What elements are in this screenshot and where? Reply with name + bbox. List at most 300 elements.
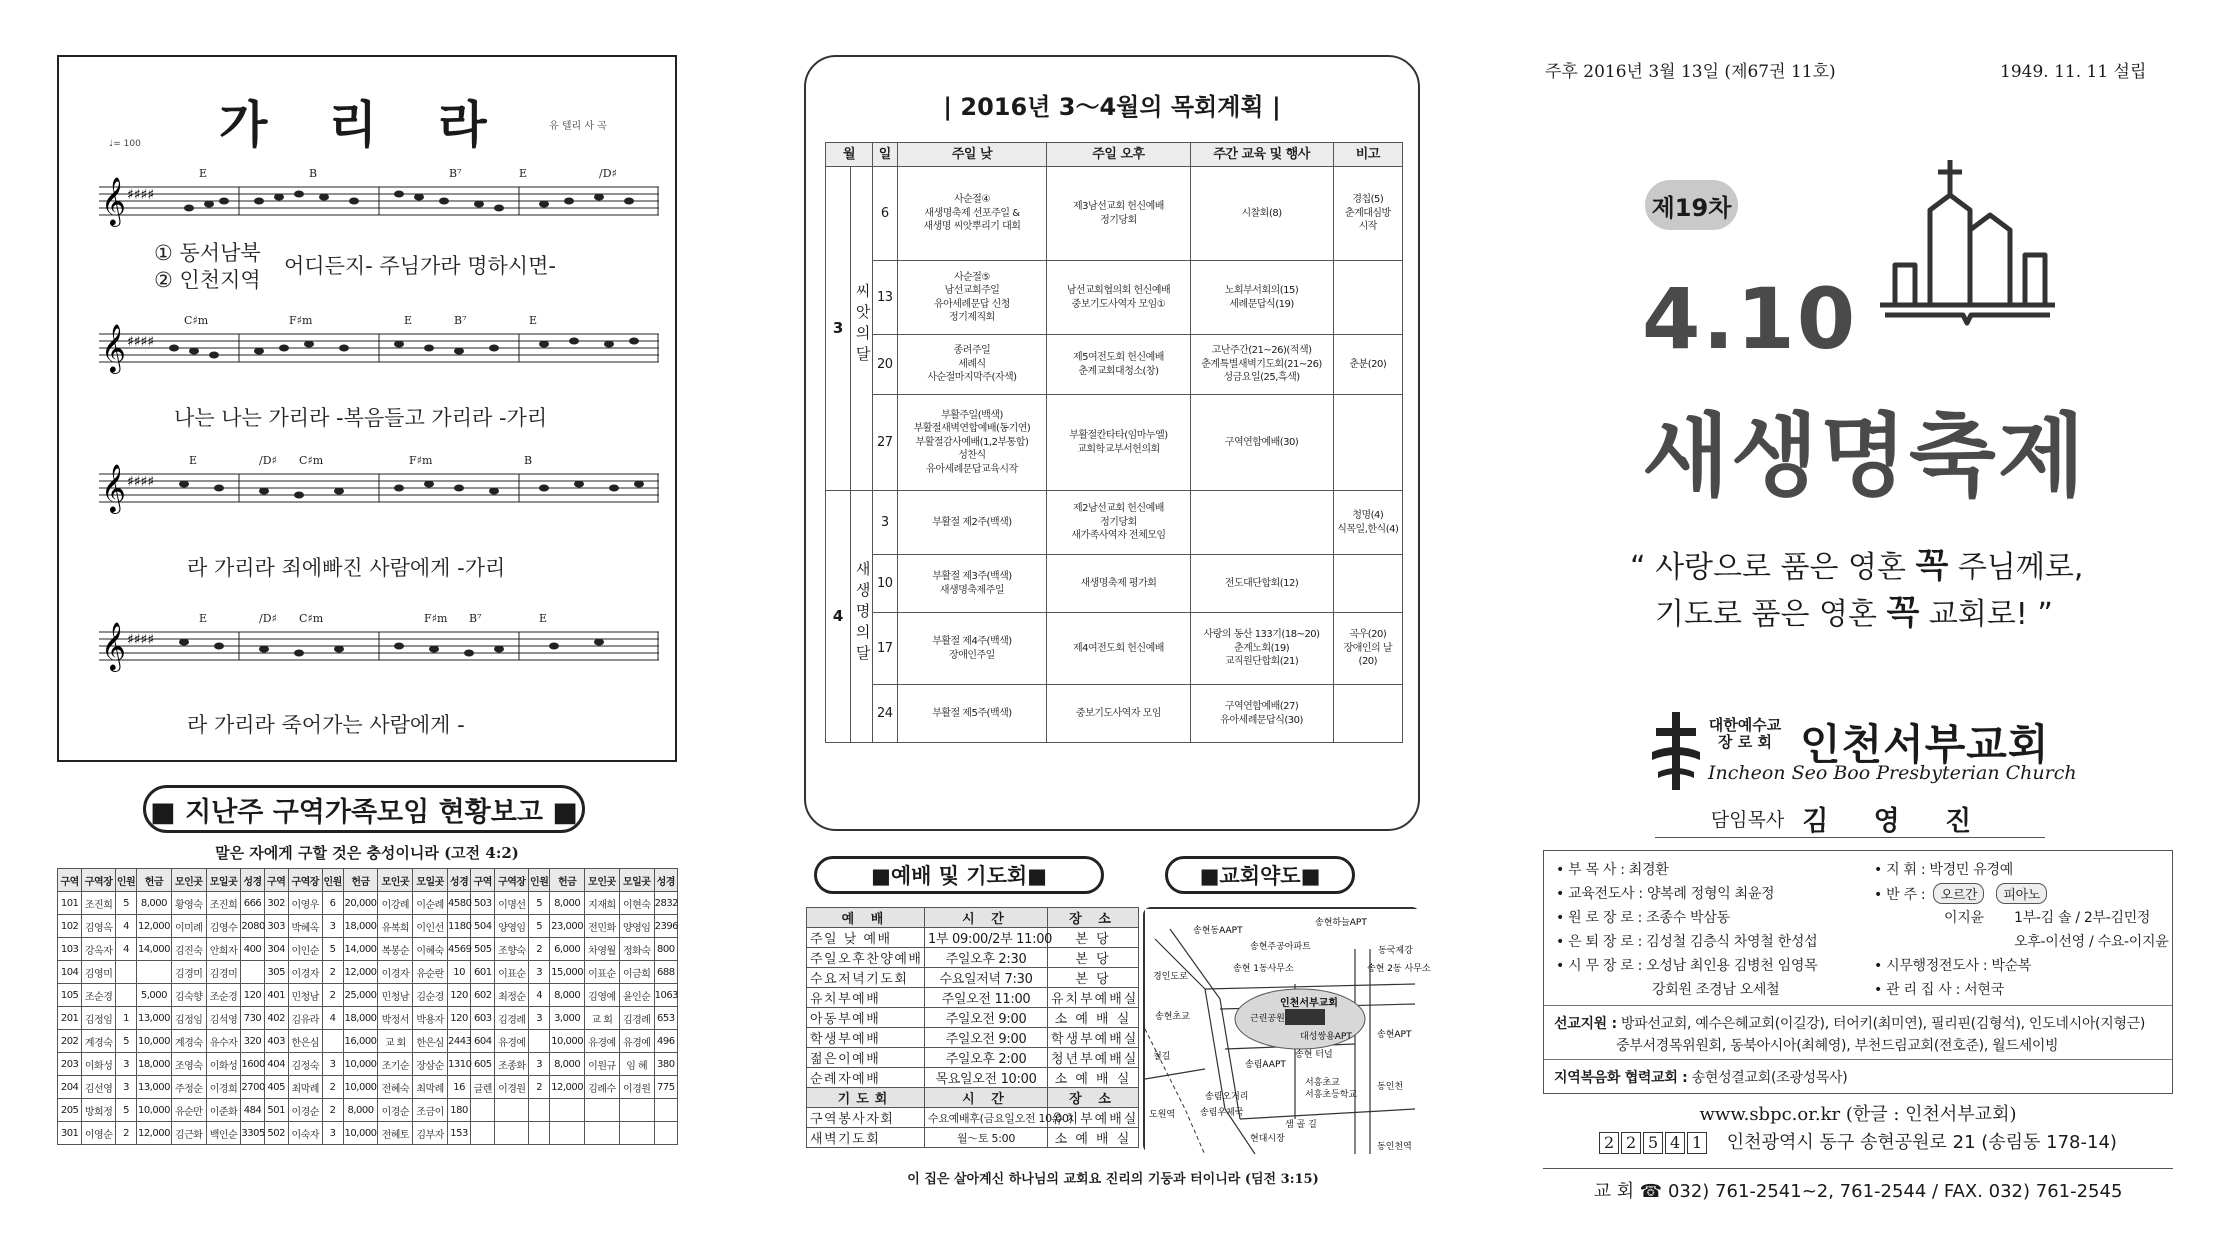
report-cell: 김영예 [585, 984, 620, 1007]
chord: F♯m [409, 454, 433, 467]
report-cell: 8,000 [550, 892, 585, 915]
service-time: 수요예배후(금요일오전 10:00) [925, 1108, 1048, 1128]
service-name: 순례자예배 [807, 1068, 925, 1088]
report-cell: 301 [58, 1122, 82, 1145]
report-cell: 3 [322, 1122, 343, 1145]
report-cell: 101 [58, 892, 82, 915]
report-cell: 이현숙 [619, 892, 654, 915]
report-cell: 2 [529, 1076, 550, 1099]
report-cell [550, 1099, 585, 1122]
report-cell: 김근화 [171, 1122, 206, 1145]
staff-caretaker: • 관 리 집 사 : 서현국 [1874, 982, 2004, 998]
report-cell: 5 [529, 892, 550, 915]
senior-pastor [1655, 800, 2045, 838]
song-composer: 유 텔리 사 곡 [549, 121, 607, 132]
table-row [807, 1068, 1139, 1088]
service-place: 본 당 [1048, 948, 1139, 968]
chord: F♯m [424, 612, 448, 625]
report-cell: 503 [471, 892, 495, 915]
map-label: 경인도로 [1153, 972, 1188, 982]
report-cell: 120 [241, 984, 264, 1007]
report-cell: 이화성 [82, 1053, 116, 1076]
report-cell [495, 1099, 529, 1122]
report-header-cell: 구역장 [82, 869, 116, 892]
map-drawing [1145, 909, 1431, 1155]
staff-accompanist [1874, 883, 2051, 904]
report-cell: 205 [58, 1099, 82, 1122]
service-place: 유치부예배실 [1048, 988, 1139, 1008]
table-row [826, 261, 1403, 335]
report-cell [471, 1099, 495, 1122]
coop-church: 송현성결교회(조광성목사) [1691, 1070, 1848, 1086]
report-cell: 1063 [654, 984, 677, 1007]
report-cell: 유순만 [171, 1099, 206, 1122]
plan-noon-cell: 부활주일(백색) 부활절새벽연합예배(동기연) 부활절감사예배(1,2부통합) 성찬식 유아세례문답교육시작 [897, 395, 1047, 491]
report-cell: 303 [264, 915, 288, 938]
report-cell: 조향숙 [495, 938, 529, 961]
table-row [807, 1048, 1139, 1068]
table-row [58, 961, 678, 984]
staff-organist: 이지윤 [1944, 910, 1984, 926]
report-cell: 404 [264, 1053, 288, 1076]
plan-afternoon-cell: 남선교회협의회 헌신예배 중보기도사역자 모임① [1047, 261, 1190, 335]
map-label: 인천서부교회 [1280, 998, 1338, 1009]
report-cell: 한은심 [288, 1030, 322, 1053]
zip-digit: 5 [1643, 1132, 1663, 1154]
report-cell: 유경예 [585, 1030, 620, 1053]
table-row [826, 685, 1403, 743]
report-cell: 이표순 [495, 961, 529, 984]
report-cell: 최막례 [413, 1076, 448, 1099]
map-label: 근린공원 [1250, 1014, 1285, 1024]
report-cell: 김경례 [619, 1007, 654, 1030]
cell-group-report-table [57, 868, 678, 1145]
map-label: 송현 1동사무소 [1233, 964, 1294, 974]
map-label: 송현 2동 사무소 [1367, 964, 1431, 974]
staff-associate-pastor: • 부 목 사 : 최경환 [1556, 862, 1669, 878]
report-cell: 이원규 [585, 1053, 620, 1076]
report-cell: 25,000 [343, 984, 378, 1007]
report-cell: 이인순 [288, 938, 322, 961]
table-row [58, 1122, 678, 1145]
publication-date: 주후 2016년 3월 13일 (제67권 11호) [1545, 62, 1836, 82]
slogan-text: “ 사랑으로 품은 영혼 [1630, 550, 1916, 585]
report-cell: 유경예 [495, 1030, 529, 1053]
coop-label: 지역복음화 협력교회 : [1554, 1070, 1688, 1086]
report-cell: 3,000 [550, 1007, 585, 1030]
map-label: 송현 터널 [1295, 1050, 1333, 1060]
report-cell [137, 961, 172, 984]
report-cell: 3 [322, 915, 343, 938]
report-cell: 4 [115, 915, 136, 938]
report-cell: 102 [58, 915, 82, 938]
report-cell: 이경순 [378, 1099, 413, 1122]
report-cell: 8,000 [343, 1099, 378, 1122]
plan-month: 3 [826, 167, 851, 491]
worship-header-cell: 장 소 [1048, 908, 1139, 928]
table-row [58, 1099, 678, 1122]
lyric-line: 나는 나는 가리라 -복음들고 가리라 -가리 [174, 406, 548, 430]
report-cell: 이경자 [378, 961, 413, 984]
service-name: 수요저녁기도회 [807, 968, 925, 988]
report-cell: 방희정 [82, 1099, 116, 1122]
worship-schedule-title: ■예배 및 기도회■ [814, 856, 1104, 894]
report-cell: 18,000 [343, 915, 378, 938]
report-cell: 153 [448, 1122, 471, 1145]
report-cell: 2 [529, 938, 550, 961]
table-header-row [826, 143, 1403, 167]
svg-text:♯♯♯♯: ♯♯♯♯ [127, 334, 155, 350]
chord: /D♯ [599, 167, 617, 180]
report-cell: 이경자 [288, 961, 322, 984]
report-cell [585, 1099, 620, 1122]
service-place: 유치부예배실 [1048, 1108, 1139, 1128]
report-cell: 666 [241, 892, 264, 915]
report-cell: 조진희 [206, 892, 241, 915]
report-cell: 강옥자 [82, 938, 116, 961]
service-place: 본 당 [1048, 968, 1139, 988]
report-cell: 김진숙 [171, 938, 206, 961]
svg-text:𝄞: 𝄞 [101, 621, 126, 670]
map-label: 송림오거리 [1205, 1092, 1249, 1102]
report-cell: 임 혜 [619, 1053, 654, 1076]
table-row [807, 988, 1139, 1008]
report-cell: 김경미 [171, 961, 206, 984]
report-cell: 김순경 [413, 984, 448, 1007]
service-name: 젊은이예배 [807, 1048, 925, 1068]
plan-month: 4 [826, 491, 851, 743]
map-label: 샘 골 길 [1285, 1120, 1317, 1130]
lyric-line: 라 가리라 죄에빠진 사람에게 -가리 [187, 556, 506, 580]
report-header-cell: 성경 [654, 869, 677, 892]
plan-afternoon-cell: 제3남선교회 헌신예배 정기당회 [1047, 167, 1190, 261]
report-cell: 2700 [241, 1076, 264, 1099]
table-row [58, 1076, 678, 1099]
report-cell: 김례수 [585, 1076, 620, 1099]
map-label: 동국제강 [1378, 946, 1413, 956]
report-header-cell: 모인곳 [585, 869, 620, 892]
report-cell: 김영수 [206, 915, 241, 938]
report-header-cell: 모인곳 [171, 869, 206, 892]
address-text: 인천광역시 동구 송현공원로 21 (송림동 178-14) [1726, 1132, 2117, 1153]
report-cell: 이경원 [495, 1076, 529, 1099]
worship-header-cell: 시 간 [925, 908, 1048, 928]
chord: /D♯ [259, 612, 277, 625]
chord: E [189, 454, 198, 467]
report-cell: 최막례 [288, 1076, 322, 1099]
report-cell: 501 [264, 1099, 288, 1122]
chord: C♯m [299, 454, 324, 467]
service-name: 유치부예배 [807, 988, 925, 1008]
report-cell: 16 [448, 1076, 471, 1099]
table-row [807, 948, 1139, 968]
report-cell: 조진희 [82, 892, 116, 915]
zip-digit: 2 [1621, 1132, 1641, 1154]
festival-date: 4.10 [1642, 270, 1858, 368]
plan-noon-cell: 종려주일 세례식 사순절마지막주(자색) [897, 335, 1047, 395]
table-row [58, 1007, 678, 1030]
report-cell: 15,000 [550, 961, 585, 984]
report-cell: 105 [58, 984, 82, 1007]
report-cell: 1600 [241, 1053, 264, 1076]
map-label: 송현하늘APT [1315, 918, 1367, 928]
report-cell: 6,000 [550, 938, 585, 961]
chord: /D♯ [259, 454, 277, 467]
music-staff-1 [99, 172, 659, 232]
report-cell: 김석영 [206, 1007, 241, 1030]
report-cell: 조영숙 [171, 1053, 206, 1076]
report-cell: 김영미 [82, 961, 116, 984]
service-place: 학생부예배실 [1048, 1028, 1139, 1048]
established-date: 1949. 11. 11 설립 [2000, 62, 2147, 82]
lyric-line: 라 가리라 죽어가는 사람에게 - [187, 713, 465, 737]
header-sunday-noon: 주일 낮 [897, 143, 1047, 167]
slogan-emphasis: 꼭 [1886, 593, 1920, 633]
report-cell: 전민화 [585, 915, 620, 938]
table-row [826, 555, 1403, 613]
report-cell [529, 1122, 550, 1145]
staff-admin-minister: • 시무행정전도사 : 박순복 [1874, 958, 2032, 974]
report-cell: 3305 [241, 1122, 264, 1145]
report-cell: 104 [58, 961, 82, 984]
edition-badge: 제19차 [1645, 180, 1738, 230]
header-day: 일 [872, 143, 897, 167]
song-sheet [57, 55, 677, 762]
report-cell: 2 [322, 961, 343, 984]
report-cell: 김정임 [82, 1007, 116, 1030]
report-cell: 장삼순 [413, 1053, 448, 1076]
plan-note-cell: 곡우(20) 장애인의 날 (20) [1333, 613, 1402, 685]
report-cell: 10,000 [343, 1053, 378, 1076]
zip-digit: 1 [1687, 1132, 1707, 1154]
plan-note-cell [1333, 395, 1402, 491]
report-cell: 김선영 [82, 1076, 116, 1099]
report-cell: 전혜숙 [378, 1076, 413, 1099]
report-cell: 120 [448, 984, 471, 1007]
plan-noon-cell: 사순절⑤ 남선교회주일 유아세례문답 신청 정기제직회 [897, 261, 1047, 335]
plan-noon-cell: 부활절 제5주(백색) [897, 685, 1047, 743]
church-address [1543, 1128, 2173, 1154]
chord: E [199, 167, 208, 180]
report-cell: 8,000 [550, 984, 585, 1007]
church-phone-fax: 교 회 ☎ 032) 761-2541~2, 761-2544 / FAX. 032) 761-2545 [1543, 1168, 2173, 1203]
report-cell: 한은심 [413, 1030, 448, 1053]
plan-afternoon-cell: 새생명축제 평가회 [1047, 555, 1190, 613]
report-cell [495, 1122, 529, 1145]
table-row [826, 395, 1403, 491]
plan-noon-cell: 부활절 제2주(백색) [897, 491, 1047, 555]
report-cell: 황영숙 [171, 892, 206, 915]
svg-text:♯♯♯♯: ♯♯♯♯ [127, 632, 155, 648]
report-cell: 5,000 [137, 984, 172, 1007]
festival-name: 새생명축제 [1642, 404, 2087, 509]
report-cell: 14,000 [137, 938, 172, 961]
map-label: 대성쌍용APT [1300, 1032, 1352, 1042]
report-cell: 18,000 [343, 1007, 378, 1030]
report-cell: 602 [471, 984, 495, 1007]
map-label: 동인천 [1377, 1082, 1404, 1092]
map-label: 송현APT [1377, 1030, 1412, 1040]
report-cell: 505 [471, 938, 495, 961]
report-cell: 조순경 [206, 984, 241, 1007]
map-label: 철길 [1153, 1052, 1171, 1062]
mission-label: 선교지원 : [1554, 1016, 1617, 1032]
report-cell: 김부자 [413, 1122, 448, 1145]
plan-day-cell: 24 [872, 685, 897, 743]
church-verse: 이 집은 살아계신 하나님의 교회요 진리의 기둥과 터이니라 (딤전 3:15) [907, 1172, 1319, 1187]
service-time: 주일오후 2:30 [925, 948, 1048, 968]
report-cell: 이금희 [619, 961, 654, 984]
map-label: 송현동AAPT [1193, 926, 1243, 936]
report-cell: 688 [654, 961, 677, 984]
report-cell: 4580 [448, 892, 471, 915]
report-cell: 계경숙 [82, 1030, 116, 1053]
report-cell: 2443 [448, 1030, 471, 1053]
plan-afternoon-cell: 제2남선교회 헌신예배 정기당회 새가족사역자 전체모임 [1047, 491, 1190, 555]
service-time: 주일오전 9:00 [925, 1028, 1048, 1048]
table-row [58, 1030, 678, 1053]
report-cell: 이영우 [288, 892, 322, 915]
plan-weekly-cell: 구역연합예배(27) 유아세례문답식(30) [1190, 685, 1333, 743]
plan-weekly-cell [1190, 491, 1333, 555]
table-row [807, 928, 1139, 948]
report-cell: 조종화 [495, 1053, 529, 1076]
report-cell: 정화숙 [619, 938, 654, 961]
report-cell: 302 [264, 892, 288, 915]
report-cell [115, 961, 136, 984]
song-title: 가 리 라 [219, 95, 509, 154]
church-website: www.sbpc.or.kr (한글 : 인천서부교회) [1699, 1104, 2017, 1125]
report-cell: 조기순 [378, 1053, 413, 1076]
report-cell: 교 회 [585, 1007, 620, 1030]
report-cell: 이경순 [288, 1099, 322, 1122]
report-cell: 2 [322, 1076, 343, 1099]
table-row [826, 613, 1403, 685]
report-cell: 12,000 [137, 1122, 172, 1145]
report-cell: 이화성 [206, 1053, 241, 1076]
report-cell: 지재희 [585, 892, 620, 915]
table-header-row [58, 869, 678, 892]
plan-weekly-cell: 고난주간(21~26)(적색) 춘계특별새벽기도회(21~26) 성금요일(25,흑색) [1190, 335, 1333, 395]
report-cell: 김숙향 [171, 984, 206, 1007]
plan-day-cell: 10 [872, 555, 897, 613]
church-marker [1285, 1009, 1325, 1025]
report-cell: 3 [115, 1076, 136, 1099]
music-staff-3 [99, 459, 659, 519]
report-title: ■ 지난주 구역가족모임 현황보고 ■ [143, 785, 585, 833]
report-cell: 윤인순 [619, 984, 654, 1007]
report-cell [241, 961, 264, 984]
map-label: 송현초교 [1155, 1012, 1190, 1022]
church-building-logo [1875, 155, 2060, 325]
report-header-cell: 구역장 [495, 869, 529, 892]
chord: B⁷ [469, 612, 482, 625]
report-cell: 양영임 [495, 915, 529, 938]
chord: E [529, 314, 538, 327]
plan-afternoon-cell: 중보기도사역자 모임 [1047, 685, 1190, 743]
report-cell: 3 [529, 1007, 550, 1030]
plan-weekly-cell: 구역연합예배(30) [1190, 395, 1333, 491]
service-place: 소 예 배 실 [1048, 1068, 1139, 1088]
plan-afternoon-cell: 제5여전도회 헌신예배 춘계교회대청소(창) [1047, 335, 1190, 395]
staff-retired-elders: • 은 퇴 장 로 : 김성철 김층식 차영철 한성섭 [1556, 934, 1818, 950]
plan-noon-cell: 부활절 제4주(백색) 장애인주일 [897, 613, 1047, 685]
report-header-cell: 인원 [529, 869, 550, 892]
map-label: 현대시장 [1250, 1134, 1285, 1144]
report-header-cell: 헌금 [343, 869, 378, 892]
report-cell: 조순경 [82, 984, 116, 1007]
header-sunday-afternoon: 주일 오후 [1047, 143, 1190, 167]
plan-note-cell: 경칩(5) 춘계대심방 시작 [1333, 167, 1402, 261]
music-staff-4 [99, 617, 659, 677]
report-header-cell: 성경 [448, 869, 471, 892]
table-header-row [807, 1088, 1139, 1108]
service-time: 주일오후 2:00 [925, 1048, 1048, 1068]
cooperating-church [1554, 1067, 1847, 1087]
report-cell: 2 [322, 1099, 343, 1122]
report-cell: 이숙자 [288, 1122, 322, 1145]
service-name: 새벽기도회 [807, 1128, 925, 1148]
worship-header-cell: 시 간 [925, 1088, 1048, 1108]
zip-digit: 2 [1599, 1132, 1619, 1154]
mission-support [1554, 1013, 2145, 1033]
divider [1544, 1059, 2172, 1060]
report-cell: 3 [529, 1053, 550, 1076]
report-cell: 12,000 [137, 915, 172, 938]
report-cell: 13,000 [137, 1007, 172, 1030]
table-row [807, 968, 1139, 988]
report-cell: 14,000 [343, 938, 378, 961]
report-cell: 10,000 [137, 1030, 172, 1053]
table-row [58, 984, 678, 1007]
slogan-text: 기도로 품은 영혼 [1655, 597, 1887, 632]
staff-active-elders: • 시 무 장 로 : 오성남 최인용 김병천 임영목 [1556, 958, 1818, 974]
report-cell: 16,000 [343, 1030, 378, 1053]
church-name-english: Incheon Seo Boo Presbyterian Church [1708, 762, 2077, 784]
service-time: 월～토 5:00 [925, 1128, 1048, 1148]
report-cell: 이경희 [206, 1076, 241, 1099]
plan-weekly-cell: 노회부서회의(15) 세례문답식(19) [1190, 261, 1333, 335]
church-map-title: ■교회약도■ [1165, 856, 1355, 894]
report-cell: 204 [58, 1076, 82, 1099]
report-header-cell: 모일곳 [413, 869, 448, 892]
plan-noon-cell: 사순절④ 새생명축제 선포주일 & 새생명 씨앗뿌리기 대회 [897, 167, 1047, 261]
service-name: 주일오후찬양예배 [807, 948, 925, 968]
slogan-line-1 [1630, 538, 2083, 587]
report-cell: 김유라 [288, 1007, 322, 1030]
map-label: 도원역 [1149, 1110, 1176, 1120]
table-row [807, 1108, 1139, 1128]
worship-header-cell: 예 배 [807, 908, 925, 928]
service-name: 구역봉사자회 [807, 1108, 925, 1128]
plan-season [850, 167, 872, 491]
report-cell: 이혜숙 [413, 938, 448, 961]
report-cell: 양영임 [619, 915, 654, 938]
report-cell: 320 [241, 1030, 264, 1053]
report-cell: 김정숙 [288, 1053, 322, 1076]
report-cell: 김영옥 [82, 915, 116, 938]
slogan-text: 교회로! ” [1919, 597, 2053, 632]
report-cell: 5 [529, 915, 550, 938]
report-cell: 484 [241, 1099, 264, 1122]
staff-conductor: • 지 휘 : 박경민 유경예 [1874, 862, 2013, 878]
report-cell: 120 [448, 1007, 471, 1030]
chord: B [309, 167, 318, 180]
report-cell: 안희자 [206, 938, 241, 961]
report-cell: 박정서 [378, 1007, 413, 1030]
plan-afternoon-cell: 제4여전도회 헌신예배 [1047, 613, 1190, 685]
report-cell: 502 [264, 1122, 288, 1145]
